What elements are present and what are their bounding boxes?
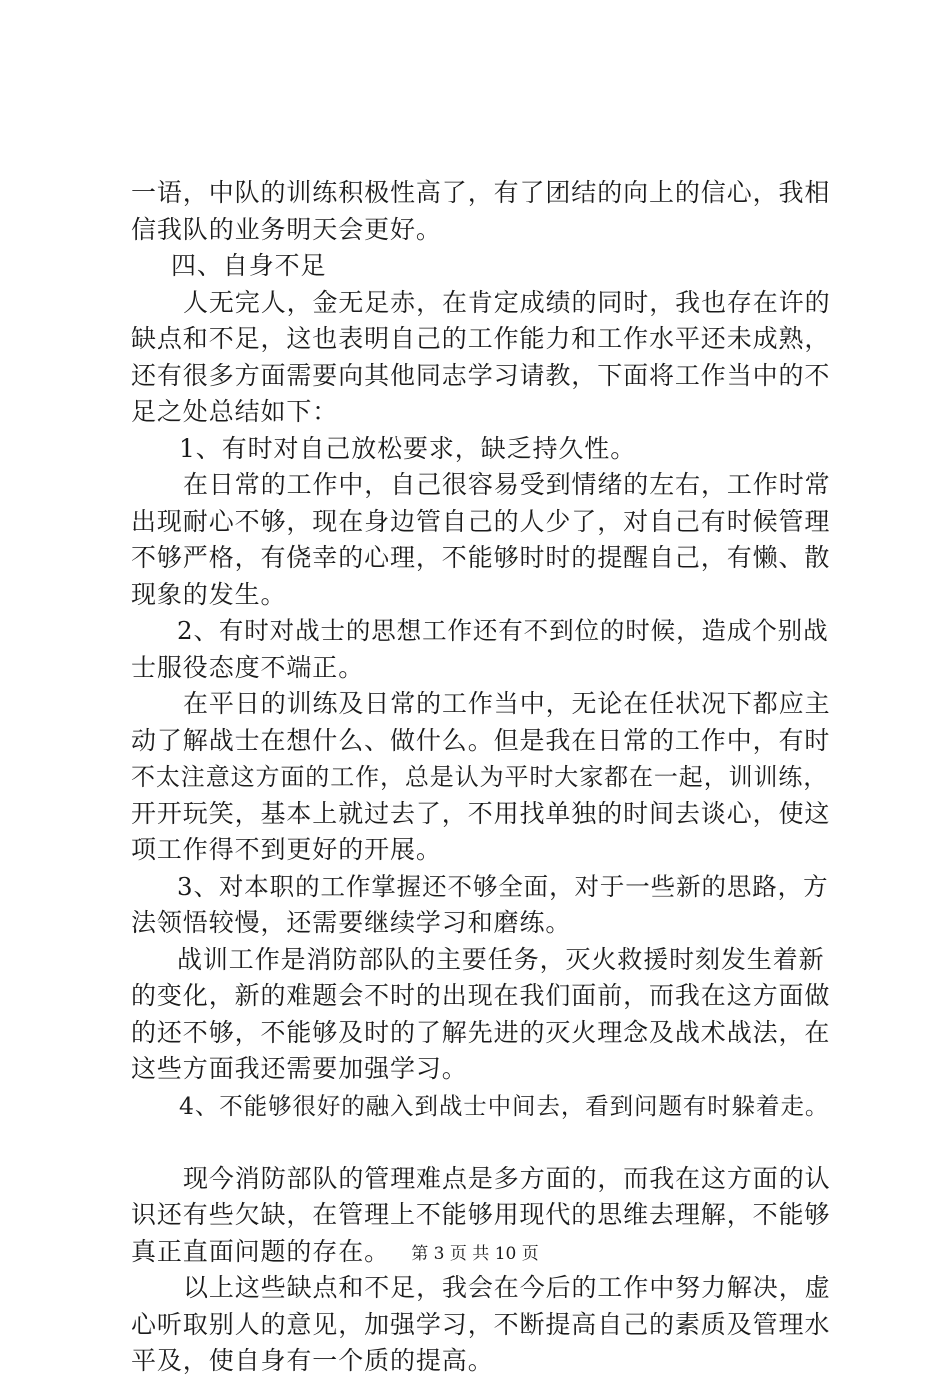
text-line: 士服役态度不端正。 [131, 652, 365, 682]
text-line: 1、有时对自己放松要求，缺乏持久性。 [179, 433, 637, 463]
text-line: 3、对本职的工作掌握还不够全面，对于一些新的思路，方 [177, 871, 829, 901]
text-line: 项工作得不到更好的开展。 [131, 835, 442, 864]
text-line: 一语，中队的训练积极性高了，有了团结的向上的信心，我相 [131, 178, 831, 207]
text-line: 在平日的训练及日常的工作当中，无论在任状况下都应主 [183, 689, 831, 718]
text-line: 的变化，新的难题会不时的出现在我们面前，而我在这方面做 [131, 981, 831, 1010]
text-line: 不够严格，有侥幸的心理，不能够时时的提醒自己，有懒、散 [131, 543, 831, 572]
text-line: 真正直面问题的存在。 [131, 1236, 391, 1266]
text-line: 平及，使自身有一个质的提高。 [131, 1346, 494, 1375]
document-body [131, 175, 831, 1380]
text-line: 心听取别人的意见，加强学习，不断提高自己的素质及管理水 [131, 1309, 831, 1339]
text-line: 战训工作是消防部队的主要任务，灭火救援时刻发生着新 [177, 944, 825, 974]
text-line: 还有很多方面需要向其他同志学习请教，下面将工作当中的不 [131, 360, 831, 390]
text-line: 的还不够，不能够及时的了解先进的灭火理念及战术战法，在 [131, 1017, 831, 1047]
text-line: 开开玩笑，基本上就过去了，不用找单独的时间去谈心，使这 [131, 798, 831, 828]
text-line: 现今消防部队的管理难点是多方面的，而我在这方面的认 [183, 1163, 831, 1193]
text-line: 在日常的工作中，自己很容易受到情绪的左右，工作时常 [183, 470, 831, 499]
text-line: 法领悟较慢，还需要继续学习和磨练。 [131, 908, 572, 937]
text-line: 不太注意这方面的工作，总是认为平时大家都在一起，训训练， [131, 763, 829, 791]
text-line: 动了解战士在想什么、做什么。但是我在日常的工作中，有时 [131, 725, 831, 755]
page-footer: 第 3 页 共 10 页 [411, 1244, 539, 1264]
text-line: 足之处总结如下： [131, 397, 339, 426]
text-line: 出现耐心不够，现在身边管自己的人少了，对自己有时候管理 [131, 506, 831, 536]
blank-line [131, 1124, 831, 1161]
text-line: 信我队的业务明天会更好。 [131, 214, 442, 244]
text-line: 这些方面我还需要加强学习。 [131, 1054, 468, 1083]
text-line: 缺点和不足，这也表明自己的工作能力和工作水平还未成熟， [131, 324, 831, 353]
text-line: 四、自身不足 [171, 251, 327, 280]
text-line: 人无完人，金无足赤，在肯定成绩的同时，我也存在许的 [183, 287, 831, 317]
text-line: 识还有些欠缺，在管理上不能够用现代的思维去理解，不能够 [131, 1200, 831, 1229]
text-line: 以上这些缺点和不足，我会在今后的工作中努力解决，虚 [183, 1273, 831, 1302]
text-line: 2、有时对战士的思想工作还有不到位的时候，造成个别战 [177, 616, 829, 645]
text-line: 现象的发生。 [131, 579, 287, 609]
text-line: 4、不能够很好的融入到战士中间去，看到问题有时躲着走。 [179, 1091, 830, 1120]
